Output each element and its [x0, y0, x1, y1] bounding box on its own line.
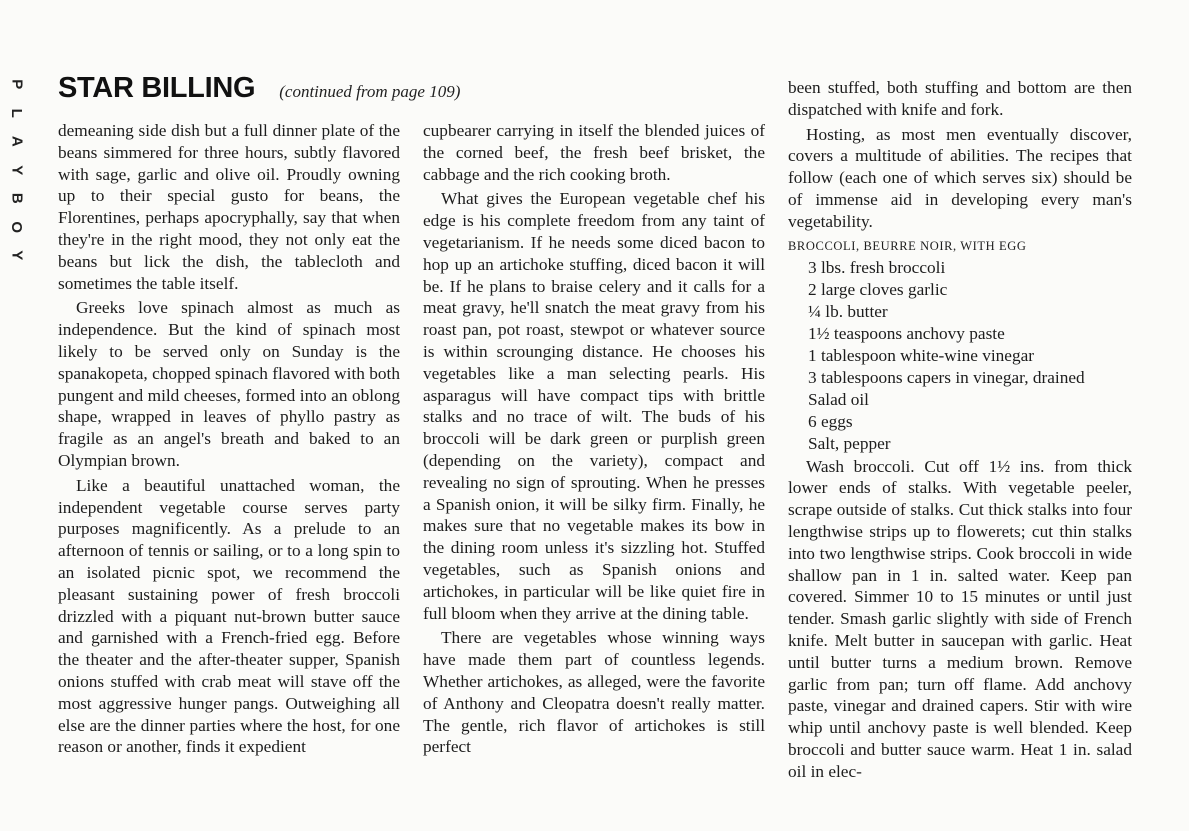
magazine-name-vertical — [3, 70, 29, 270]
magazine-letter: O — [8, 220, 26, 233]
article-header — [58, 72, 460, 105]
paragraph: Like a beautiful unattached woman, the independent vegetable course serves party purposes magnificently. As a prelude to an afternoon of tennis or sailing, or to a long spin to an isolated picnic spot, we recommend the pleasant sustaining power of fresh broccoli drizzled with a piquant nut-brown butter sauce and garnished with a French-fried egg. Before the theater and the after-theater supper, Spanish onions stuffed with crab meat will stave off the most aggressive hunger pangs. Outweighing all else are the dinner parties where the host, for one reason or another, finds it expedient — [58, 475, 400, 757]
ingredient-item: 2 large cloves garlic — [808, 280, 948, 300]
magazine-letter: A — [8, 135, 26, 147]
column-3 — [788, 77, 1132, 782]
paragraph: demeaning side dish but a full dinner plate of the beans simmered for three hours, subtly flavored with sage, garlic and olive oil. Proudly owning up to their special gusto for beans, the Florentines, perhaps apocryphally, say that when they're in the right mood, they not only eat the beans but lick the dish, the tablecloth and sometimes the table itself. — [58, 121, 400, 293]
magazine-letter: L — [8, 108, 26, 118]
magazine-letter: P — [8, 79, 26, 90]
paragraph: been stuffed, both stuffing and bottom are then dispatched with knife and fork. — [788, 78, 1132, 119]
ingredient-item: Salad oil — [808, 389, 869, 409]
paragraph: What gives the European vegetable chef his edge is his complete freedom from any taint of vegetarianism. If he needs some diced bacon to hop up an artichoke stuffing, diced bacon it will be. If he plans to braise celery and it calls for a meat gravy, he'll snatch the meat gravy from his roast pan, pot roast, stewpot or whatever source is within scrounging distance. He chooses his vegetables like a man selecting pearls. His asparagus will have compact tips with brittle stalks and no trace of wilt. The buds of his broccoli will be dark green or purplish green (depending on the variety), compact and revealing no sign of sprouting. When he presses a Spanish onion, it will be silky firm. Finally, he makes sure that no vegetable makes its bow in the dining room unless it's sizzling hot. Stuffed vegetables, such as Spanish onions and artichokes, in particular will be like quiet fire in full bloom when they arrive at the dining table. — [423, 189, 765, 623]
ingredient-item: 6 eggs — [808, 411, 853, 431]
article-title: STAR BILLING — [58, 72, 256, 104]
magazine-letter: Y — [8, 164, 26, 175]
paragraph: There are vegetables whose winning ways have made them part of countless legends. Whether artichokes, as alleged, were the favorite of Anthony and Cleopatra doesn't really matter. The gentle, rich flavor of artichokes is still perfect — [423, 628, 765, 757]
ingredient-list — [808, 257, 1132, 454]
paragraph: Greeks love spinach almost as much as independence. But the kind of spinach most likely to be served only on Sunday is the spanakopeta, chopped spinach flavored with both pungent and mild cheeses, formed into an oblong shape, wrapped in leaves of phyllo pastry as fragile as an angel's breath and baked to an Olympian brown. — [58, 298, 400, 470]
magazine-letter: Y — [8, 250, 26, 261]
paragraph: cupbearer carrying in itself the blended juices of the corned beef, the fresh beef brisket, the cabbage and the rich cooking broth. — [423, 121, 765, 184]
recipe-title: BROCCOLI, BEURRE NOIR, WITH EGG — [788, 238, 1027, 253]
column-1 — [58, 120, 400, 758]
magazine-letter: B — [8, 192, 26, 204]
ingredient-item: 3 lbs. fresh broccoli — [808, 258, 946, 278]
ingredient-item: 1½ teaspoons anchovy paste — [808, 324, 1005, 344]
continued-note: (continued from page 109) — [279, 82, 461, 101]
ingredient-item: 1 tablespoon white-wine vinegar — [808, 346, 1035, 365]
ingredient-item: 3 tablespoons capers in vinegar, drained — [808, 367, 1085, 387]
column-2 — [423, 120, 765, 758]
paragraph: Hosting, as most men eventually discover, covers a multitude of abilities. The recipes that follow (each one of which serves six) should be of immense aid in developing every man's vegetability. — [788, 124, 1132, 231]
ingredient-item: ¼ lb. butter — [808, 302, 888, 322]
recipe-instructions: Wash broccoli. Cut off 1½ ins. from thick lower ends of stalks. With vegetable peeler, scrape outside of stalks. Cut thick stalks into four lengthwise strips up to flowerets; cut thin stalks into two lengthwise strips. Cook broccoli in wide shallow pan in 1 in. salted water. Keep pan covered. Simmer 10 to 15 minutes or until just tender. Smash garlic slightly with side of French knife. Melt butter in saucepan with garlic. Heat until butter turns a medium brown. Remove garlic from pan; turn off flame. Add anchovy paste, vinegar and drained capers. Stir with wire whip until anchovy paste is well blended. Keep broccoli and butter sauce warm. Heat 1 in. salad oil in elec- — [788, 456, 1132, 781]
ingredient-item: Salt, pepper — [808, 433, 891, 453]
